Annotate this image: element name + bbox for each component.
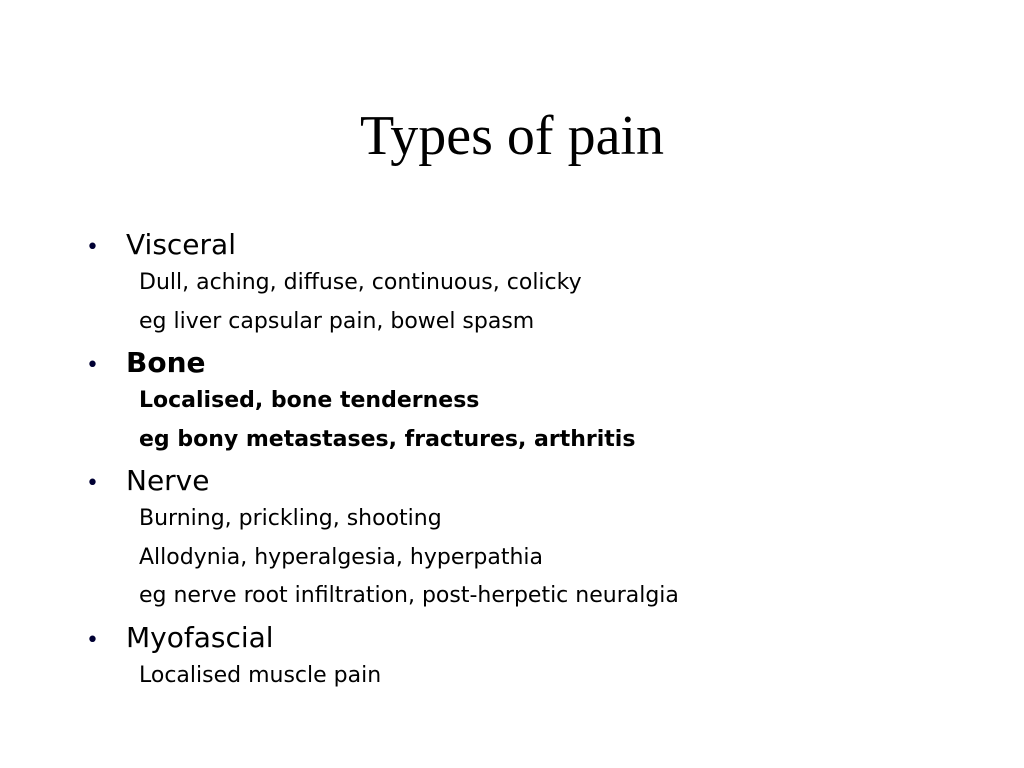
list-item-heading-row	[86, 226, 986, 264]
list-item-detail: eg nerve root infiltration, post-herpetic neuralgia	[139, 583, 679, 608]
bullet-icon: •	[86, 471, 99, 496]
list-item-detail: eg bony metastases, fractures, arthritis	[139, 426, 636, 452]
bullet-list	[86, 226, 986, 695]
list-item-bone	[86, 344, 986, 459]
list-item-heading-row	[86, 462, 986, 500]
list-item-heading-row	[86, 344, 986, 382]
list-item-detail: Allodynia, hyperalgesia, hyperpathia	[139, 544, 544, 570]
list-item-detail: Localised muscle pain	[139, 662, 382, 688]
slide-title: Types of pain	[359, 105, 664, 167]
list-item-detail: Dull, aching, diffuse, continuous, colicky	[139, 270, 582, 295]
list-item-heading: Myofascial	[126, 620, 274, 654]
list-item-visceral	[86, 226, 986, 341]
list-item-heading: Nerve	[126, 464, 210, 497]
list-item-nerve	[86, 462, 986, 616]
bullet-icon: •	[86, 353, 99, 378]
list-item-myofascial	[86, 619, 986, 696]
list-item-detail: Localised, bone tenderness	[139, 388, 480, 413]
list-item-heading-row	[86, 619, 986, 657]
list-item-heading: Bone	[126, 346, 206, 379]
bullet-icon: •	[86, 627, 99, 653]
bullet-icon: •	[86, 235, 99, 260]
list-item-heading: Visceral	[126, 228, 236, 261]
list-item-detail: eg liver capsular pain, bowel spasm	[139, 308, 535, 334]
list-item-detail: Burning, prickling, shooting	[139, 506, 442, 531]
